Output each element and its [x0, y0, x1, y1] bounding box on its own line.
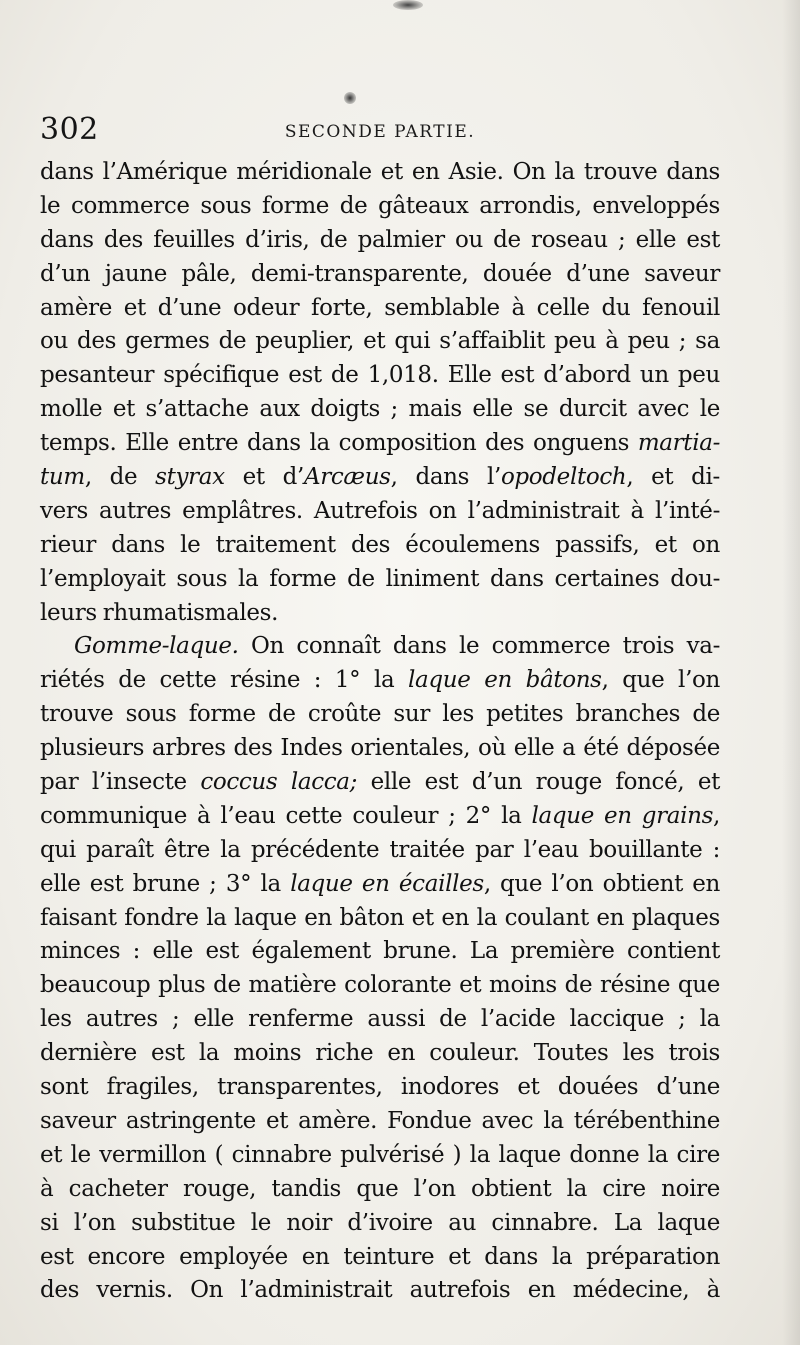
page-header: [40, 112, 720, 152]
text-segment: ou des germes de peuplier, et qui s’affaiblit peu à peu ; sa: [40, 328, 720, 355]
text-segment: à cacheter rouge, tandis que l’on obtient la cire noire: [40, 1175, 720, 1202]
text-segment: est encore employée en teinture et dans la préparation: [40, 1243, 720, 1270]
text-line: [40, 292, 720, 326]
text-line: [40, 1139, 720, 1173]
ink-blot: [344, 92, 356, 104]
text-segment: riétés de cette résine : 1° la: [40, 667, 409, 694]
text-segment: amère et d’une odeur forte, semblable à celle du fenouil: [40, 294, 720, 321]
text-segment: dernière est la moins riche en couleur. Toutes les trois: [40, 1040, 720, 1067]
text-segment: elle est d’un rouge foncé, et: [357, 769, 720, 796]
text-segment: pesanteur spécifique est de 1,018. Elle est d’abord un peu: [40, 362, 720, 389]
text-segment: ,: [713, 802, 720, 829]
italic-text: tum: [40, 464, 85, 491]
text-line: [40, 359, 720, 393]
text-segment: communique à l’eau cette couleur ; 2° la: [40, 802, 532, 829]
text-segment: dans l’Amérique méridionale et en Asie. On la trouve dans: [40, 159, 720, 185]
text-line: [40, 664, 720, 698]
text-segment: elle est brune ; 3° la: [40, 870, 291, 897]
text-line: [40, 1274, 720, 1308]
text-segment: leurs rhumatismales.: [40, 599, 279, 626]
text-segment: plusieurs arbres des Indes orientales, où elle a été déposée: [40, 735, 720, 762]
text-line: [40, 597, 720, 631]
text-segment: faisant fondre la laque en bâton et en la coulant en plaques: [40, 904, 720, 931]
text-line: [40, 190, 720, 224]
text-segment: des vernis. On l’administrait autrefois en médecine, à: [40, 1277, 720, 1304]
italic-text: Gomme-laque.: [74, 633, 239, 660]
text-line: [40, 563, 720, 597]
text-segment: dans des feuilles d’iris, de palmier ou de roseau ; elle est: [40, 226, 720, 253]
text-segment: rieur dans le traitement des écoulemens passifs, et on: [40, 531, 720, 558]
text-segment: , de: [84, 464, 156, 491]
text-segment: , que l’on: [601, 667, 720, 694]
italic-text: styrax: [155, 464, 225, 491]
text-segment: On connaît dans le commerce trois va-: [238, 633, 720, 660]
text-line: [40, 935, 720, 969]
text-line: [40, 1241, 720, 1275]
text-line: [40, 868, 720, 902]
text-segment: et d’: [224, 464, 304, 491]
text-line: [40, 630, 720, 664]
text-line: [40, 698, 720, 732]
text-segment: minces : elle est également brune. La première contient: [40, 938, 720, 965]
text-segment: vers autres emplâtres. Autrefois on l’administrait à l’inté-: [40, 497, 720, 524]
text-line: [40, 393, 720, 427]
page-edge-shadow: [782, 0, 800, 1345]
text-segment: qui paraît être la précédente traitée par l’eau bouillante :: [40, 836, 720, 863]
body-text: [40, 156, 720, 1308]
italic-text: laque en écailles: [290, 870, 484, 897]
text-segment: l’employait sous la forme de liniment dans certaines dou-: [40, 565, 720, 592]
italic-text: Arcæus: [304, 464, 391, 491]
text-segment: et le vermillon ( cinnabre pulvérisé ) la laque donne la cire: [40, 1141, 720, 1168]
text-line: [40, 156, 720, 190]
italic-text: coccus lacca;: [200, 769, 358, 796]
text-line: [40, 1071, 720, 1105]
text-line: [40, 1105, 720, 1139]
italic-text: laque en bâtons: [408, 667, 602, 694]
text-segment: sont fragiles, transparentes, inodores et douées d’une: [40, 1074, 720, 1101]
text-line: [40, 1003, 720, 1037]
text-line: [40, 766, 720, 800]
text-line: [40, 1037, 720, 1071]
text-line: [40, 461, 720, 495]
text-segment: molle et s’attache aux doigts ; mais elle se durcit avec le: [40, 396, 720, 423]
text-segment: le commerce sous forme de gâteaux arrondis, enveloppés: [40, 192, 720, 219]
text-line: [40, 495, 720, 529]
text-line: [40, 834, 720, 868]
text-line: [40, 258, 720, 292]
page-number: 302: [40, 112, 99, 147]
text-line: [40, 1207, 720, 1241]
text-segment: , dans l’: [390, 464, 501, 491]
italic-text: martia-: [637, 430, 720, 457]
text-line: [40, 529, 720, 563]
text-line: [40, 427, 720, 461]
text-line: [40, 800, 720, 834]
text-segment: beaucoup plus de matière colorante et moins de résine que: [40, 972, 720, 999]
italic-text: laque en grains: [531, 802, 714, 829]
text-segment: , et di-: [626, 464, 720, 491]
text-line: [40, 969, 720, 1003]
text-line: [40, 224, 720, 258]
text-segment: les autres ; elle renferme aussi de l’acide laccique ; la: [40, 1006, 720, 1033]
text-line: [40, 1173, 720, 1207]
text-line: [40, 902, 720, 936]
italic-text: opodeltoch: [500, 464, 627, 491]
ink-blot: [393, 0, 423, 10]
text-segment: d’un jaune pâle, demi-transparente, douée d’une saveur: [40, 260, 720, 287]
text-segment: trouve sous forme de croûte sur les petites branches de: [40, 701, 720, 728]
text-segment: saveur astringente et amère. Fondue avec la térébenthine: [40, 1107, 720, 1134]
running-head: SECONDE PARTIE.: [284, 122, 476, 142]
text-segment: par l’insecte: [40, 769, 201, 796]
text-line: [40, 325, 720, 359]
text-segment: temps. Elle entre dans la composition des onguens: [40, 430, 638, 457]
text-segment: si l’on substitue le noir d’ivoire au cinnabre. La laque: [40, 1209, 720, 1236]
text-segment: , que l’on obtient en: [483, 870, 720, 897]
text-line: [40, 732, 720, 766]
